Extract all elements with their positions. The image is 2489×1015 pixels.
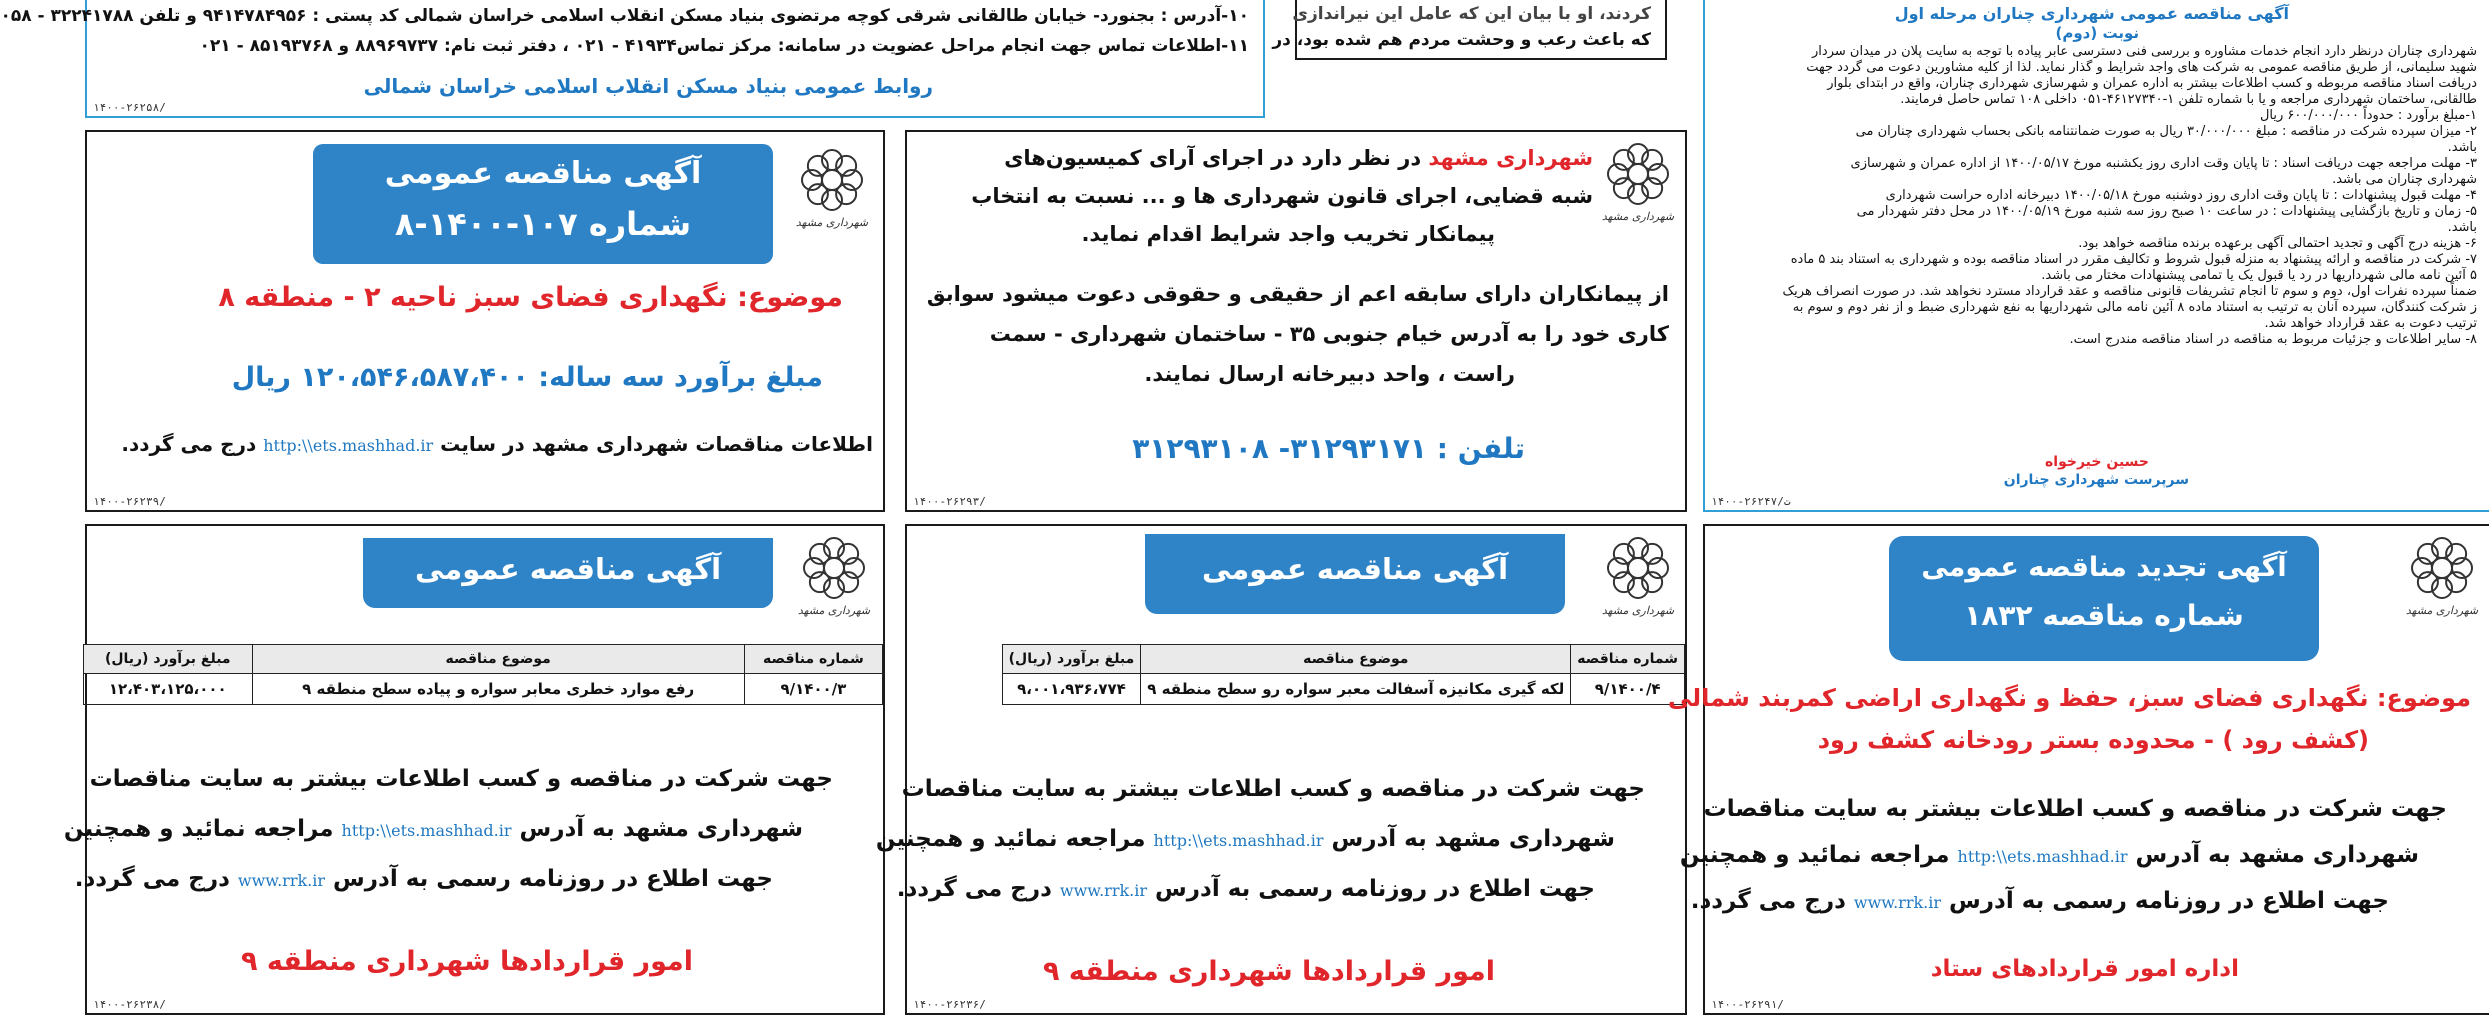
invite-line-3: راست ، واحد دبیرخانه ارسال نمایند. xyxy=(1144,362,1515,386)
rrk-link[interactable]: www.rrk.ir xyxy=(1853,893,1942,912)
banner-title: آگهی تجدید مناقصه عمومی xyxy=(1921,552,2287,583)
logo-caption: شهرداری مشهد xyxy=(1601,210,1675,223)
logo-caption: شهرداری مشهد xyxy=(1601,604,1675,617)
tender-ad-107 xyxy=(85,130,885,512)
intro-line-1 xyxy=(1004,146,1593,170)
banner-title: آگهی مناقصه عمومی xyxy=(1201,552,1509,586)
ad-code: ۱۴۰۰-۲۶۲۹۱/ xyxy=(1711,998,1784,1011)
body-line: دریافت اسناد مناقصه مربوطه و کسب اطلاعات بیشتر به اداره عمران و شهرسازی شهرداری چناران، واقع در ابتدای بلوار xyxy=(1827,76,2477,91)
ad-banner xyxy=(1889,536,2319,661)
ad-banner xyxy=(1145,534,1565,614)
news-line-2: که باعث رعب و وحشت مردم هم شده بود، در xyxy=(1272,30,1651,50)
mashhad-emblem-icon xyxy=(797,534,871,604)
mashhad-emblem-icon xyxy=(795,146,869,216)
body-line: ۳- مهلت مراجعه جهت دریافت اسناد : تا پایان وقت اداری روز یکشنبه مورخ ۱۴۰۰/۰۵/۱۷ از اداره عمران و شهرسازی xyxy=(1850,156,2477,171)
info-line-2 xyxy=(1680,842,2419,868)
invite-line-2: کاری خود را به آدرس خیام جنوبی ۳۵ - ساختمان شهرداری - سمت xyxy=(989,322,1669,346)
body-line: طالقانی، ساختمان شهرداری مراجعه و یا با شماره تلفن ۱-۴۶۱۲۷۳۴۰-۰۵۱ داخلی ۱۰۸ تماس حاصل فرمایند. xyxy=(1900,92,2477,107)
banner-number: شماره مناقصه ۱۸۳۲ xyxy=(1964,599,2244,632)
bonyad-maskan-notice xyxy=(0,0,1265,118)
ad-code: ۱۴۰۰-۲۶۲۵۸/ xyxy=(93,101,166,114)
ad-amount: مبلغ برآورد سه ساله: ۱۲۰،۵۴۶،۵۸۷،۴۰۰ ریال xyxy=(231,362,823,393)
cell-subject: لکه گیری مکانیزه آسفالت معبر سواره رو سطح منطقه ۹ xyxy=(1141,674,1571,705)
info-text: مراجعه نمائید و همچنین xyxy=(1679,842,1950,868)
body-line: ۲- میزان سپرده شرکت در مناقصه : مبلغ ۳۰/۰۰۰/۰۰۰ ریال به صورت ضمانتنامه بانکی بحساب شهرداری چناران می xyxy=(1855,124,2477,139)
chenaran-tender-notice xyxy=(1703,0,2489,512)
body-line: باشد. xyxy=(2447,220,2477,235)
contracts-office: امور قراردادها شهرداری منطقه ۹ xyxy=(1042,956,1495,987)
col-tender-number: شماره مناقصه xyxy=(744,645,882,674)
mashhad-logo xyxy=(2405,534,2479,620)
municipality-name: شهرداری مشهد xyxy=(1428,146,1593,170)
info-line-3 xyxy=(1691,888,2389,914)
info-line-1: جهت شرکت در مناقصه و کسب اطلاعات بیشتر به سایت مناقصات xyxy=(1703,796,2447,822)
news-line-1: کردند، او با بیان این که عامل این نیراندازی xyxy=(1292,4,1651,24)
cell-subject: رفع موارد خطری معابر سواره و پیاده سطح منطقه ۹ xyxy=(252,674,744,705)
cell-estimate: ۱۲،۴۰۳،۱۲۵،۰۰۰ xyxy=(84,674,253,705)
address-line: ۱۰-آدرس : بجنورد- خیابان طالقانی شرقی کوچه مرتضوی بنیاد مسکن انقلاب اسلامی خراسان شمالی کد پستی : ۹۴۱۴۷۸۴۹۵۶ و تلفن ۳۲۲۴۱۷۸۸ - ۰۵۸ xyxy=(0,6,1249,26)
chenaran-signer-title: سرپرست شهرداری چناران xyxy=(2003,472,2189,488)
logo-caption: شهرداری مشهد xyxy=(2405,604,2479,617)
mashhad-emblem-icon xyxy=(2405,534,2479,604)
table-row xyxy=(1002,674,1684,705)
ad-footer xyxy=(121,432,873,456)
ad-subject-2: (کشف رود ) - محدوده بستر رودخانه کشف رود xyxy=(1817,726,2369,754)
body-line: شهرداری چناران درنظر دارد انجام خدمات مشاوره و بررسی فنی دسترسی عابر پیاده با توجه به سایت پلان در میدان سردار xyxy=(1812,44,2477,59)
table-header-row xyxy=(84,645,883,674)
info-text: شهرداری مشهد به آدرس xyxy=(519,816,803,842)
info-line-1: جهت شرکت در مناقصه و کسب اطلاعات بیشتر به سایت مناقصات xyxy=(89,766,833,792)
body-line: ضمناً سپرده نفرات اول، دوم و سوم تا انجام تشریفات قانونی مناقصه و عقد قرارداد مسترد نخواهد شد. در صورت انصراف هریک xyxy=(1782,284,2477,299)
mashhad-logo xyxy=(795,146,869,232)
body-line: ۵- زمان و تاریخ بازگشایی پیشنهادات : در ساعت ۱۰ صبح روز سه شنبه مورخ ۱۴۰۰/۰۵/۱۹ در محل دفتر شهردار می xyxy=(1856,204,2477,219)
ad-banner xyxy=(363,538,773,608)
ad-code: ۱۴۰۰-۲۶۲۳۹/ xyxy=(93,495,166,508)
body-line: ۱-مبلغ برآورد : حدوداً ۶۰۰/۰۰۰/۰۰۰ ریال xyxy=(2259,108,2477,123)
mashhad-logo xyxy=(1601,534,1675,620)
ets-link[interactable]: http:\\ets.mashhad.ir xyxy=(1957,847,2128,866)
bonyad-signature: روابط عمومی بنیاد مسکن انقلاب اسلامی خراسان شمالی xyxy=(363,74,933,98)
col-estimate: مبلغ برآورد (ریال) xyxy=(1002,645,1141,674)
tender-ad-zone9-b xyxy=(875,524,1687,1015)
info-line-3 xyxy=(75,866,773,892)
banner-number: شماره ۱۰۷-۱۴۰۰-۸ xyxy=(394,205,692,243)
contact-line: ۱۱-اطلاعات تماس جهت انجام مراحل عضویت در سامانه: مرکز تماس۴۱۹۳۴ - ۰۲۱ ، دفتر ثبت نام: ۸۸۹۶۹۷۳۷ و ۸۵۱۹۳۷۶۸ - ۰۲۱ xyxy=(199,36,1249,56)
ad-code: ۱۴۰۰-۲۶۲۳۶/ xyxy=(913,998,986,1011)
col-tender-number: شماره مناقصه xyxy=(1571,645,1685,674)
col-subject: موضوع مناقصه xyxy=(252,645,744,674)
info-line-3 xyxy=(897,876,1595,902)
col-subject: موضوع مناقصه xyxy=(1141,645,1571,674)
body-line: ۷- شرکت در مناقصه و ارائه پیشنهاد به منزله قبول شروط و تکالیف مقرر در اسناد مناقصه بوده و شهرداری به استناد بند ۵ ماده xyxy=(1790,252,2477,267)
mashhad-emblem-icon xyxy=(1601,534,1675,604)
tender-table xyxy=(1002,644,1685,705)
contracts-office: امور قراردادها شهرداری منطقه ۹ xyxy=(240,946,693,977)
info-text: مراجعه نمائید و همچنین xyxy=(875,826,1146,852)
logo-caption: شهرداری مشهد xyxy=(797,604,871,617)
table-row xyxy=(84,674,883,705)
rrk-link[interactable]: www.rrk.ir xyxy=(1059,881,1148,900)
news-fragment xyxy=(1272,0,1667,60)
cell-tender-number: ۹/۱۴۰۰/۳ xyxy=(744,674,882,705)
info-text: شهرداری مشهد به آدرس xyxy=(1331,826,1615,852)
tender-ad-1832 xyxy=(1667,524,2489,1015)
body-line: ۵ آئین نامه مالی شهرداریها در رد یا قبول یک یا تمامی پیشنهادات مختار می باشد. xyxy=(2041,268,2477,283)
ets-link[interactable]: http:\\ets.mashhad.ir xyxy=(263,436,434,455)
footer-text: اطلاعات مناقصات شهرداری مشهد در سایت xyxy=(440,432,873,456)
info-text: شهرداری مشهد به آدرس xyxy=(2135,842,2419,868)
chenaran-signer: حسین خیرخواه xyxy=(2045,454,2149,470)
body-line: ترتیب دعوت به عقد قرارداد خواهد شد. xyxy=(2264,316,2477,331)
info-text: درج می گردد. xyxy=(74,866,230,892)
info-text: جهت اطلاع در روزنامه رسمی به آدرس xyxy=(333,866,773,892)
info-text: درج می گردد. xyxy=(1690,888,1846,914)
chenaran-subtitle: نوبت (دوم) xyxy=(2055,24,2139,42)
mashhad-logo xyxy=(1601,140,1675,226)
banner-title: آگهی مناقصه عمومی xyxy=(384,156,702,191)
banner-title: آگهی مناقصه عمومی xyxy=(414,552,722,586)
ets-link[interactable]: http:\\ets.mashhad.ir xyxy=(341,821,512,840)
body-line: ۸- سایر اطلاعات و جزئیات مربوط به مناقصه در اسناد مناقصه مندرج است. xyxy=(2069,332,2477,347)
info-text: جهت اطلاع در روزنامه رسمی به آدرس xyxy=(1949,888,2389,914)
body-line: باشد. xyxy=(2447,140,2477,155)
ad-code: ۱۴۰۰-۲۶۲۴۷/ت xyxy=(1711,495,1791,508)
col-estimate: مبلغ برآورد (ریال) xyxy=(84,645,253,674)
footer-text: درج می گردد. xyxy=(121,432,257,456)
info-line-1: جهت شرکت در مناقصه و کسب اطلاعات بیشتر به سایت مناقصات xyxy=(901,776,1645,802)
chenaran-body xyxy=(1717,44,2477,348)
body-line: شهرداری چناران می باشد. xyxy=(2332,172,2477,187)
intro-line-3: پیمانکار تخریب واجد شرایط اقدام نماید. xyxy=(1081,222,1495,246)
logo-caption: شهرداری مشهد xyxy=(795,216,869,229)
rrk-link[interactable]: www.rrk.ir xyxy=(237,871,326,890)
ad-code: ۱۴۰۰-۲۶۲۳۸/ xyxy=(93,998,166,1011)
ets-link[interactable]: http:\\ets.mashhad.ir xyxy=(1153,831,1324,850)
body-line: ۴- مهلت قبول پیشنهادات : تا پایان وقت اداری روز دوشنبه مورخ ۱۴۰۰/۰۵/۱۸ دبیرخانه اداره حراست شهرداری xyxy=(1885,188,2477,203)
invite-line-1: از پیمانکاران دارای سابقه اعم از حقیقی و حقوقی دعوت میشود سوابق xyxy=(926,282,1669,306)
body-line: ز شرکت کنندگان، سپرده آنان به ترتیب به استناد ماده ۸ آئین نامه مالی شهرداریها به نفع شهرداری ضبط و از نفر دوم و سوم به xyxy=(1792,300,2477,315)
ad-subject: موضوع: نگهداری فضای سبز ناحیه ۲ - منطقه ۸ xyxy=(218,282,843,313)
demolition-contractor-ad xyxy=(905,130,1687,512)
body-line: شهید سلیمانی، از طریق مناقصه عمومی به شرکت های واجد شرایط و گذار نماید. لذا از کلیه مشاورین دعوت می گردد جهت xyxy=(1806,60,2477,75)
cell-tender-number: ۹/۱۴۰۰/۴ xyxy=(1571,674,1685,705)
tender-table xyxy=(83,644,883,705)
ad-subject: موضوع: نگهداری فضای سبز، حفظ و نگهداری اراضی کمربند شمالی xyxy=(1667,684,2471,712)
info-text: مراجعه نمائید و همچنین xyxy=(63,816,334,842)
phone-numbers: تلفن : ۳۱۲۹۳۱۷۱- ۳۱۲۹۳۱۰۸ xyxy=(1132,432,1525,465)
mashhad-logo xyxy=(797,534,871,620)
info-line-2 xyxy=(876,826,1615,852)
intro-text: در نظر دارد در اجرای آرای کمیسیون‌های xyxy=(1004,146,1422,170)
info-line-2 xyxy=(64,816,803,842)
mashhad-emblem-icon xyxy=(1601,140,1675,210)
ad-banner xyxy=(313,144,773,264)
ad-code: ۱۴۰۰-۲۶۲۹۳/ xyxy=(913,495,986,508)
contracts-office: اداره امور قراردادهای ستاد xyxy=(1930,956,2239,982)
body-line: ۶- هزینه درج آگهی و تجدید احتمالی آگهی برعهده برنده مناقصه خواهد بود. xyxy=(2078,236,2477,251)
tender-ad-zone9-a xyxy=(63,524,885,1015)
info-text: جهت اطلاع در روزنامه رسمی به آدرس xyxy=(1155,876,1595,902)
chenaran-title: آگهی مناقصه عمومی شهرداری چناران مرحله اول xyxy=(1894,4,2289,23)
intro-line-2: شبه قضایی، اجرای قانون شهرداری ها و ... نسبت به انتخاب xyxy=(971,184,1593,208)
table-header-row xyxy=(1002,645,1684,674)
info-text: درج می گردد. xyxy=(896,876,1052,902)
cell-estimate: ۹،۰۰۱،۹۳۶،۷۷۴ xyxy=(1002,674,1141,705)
